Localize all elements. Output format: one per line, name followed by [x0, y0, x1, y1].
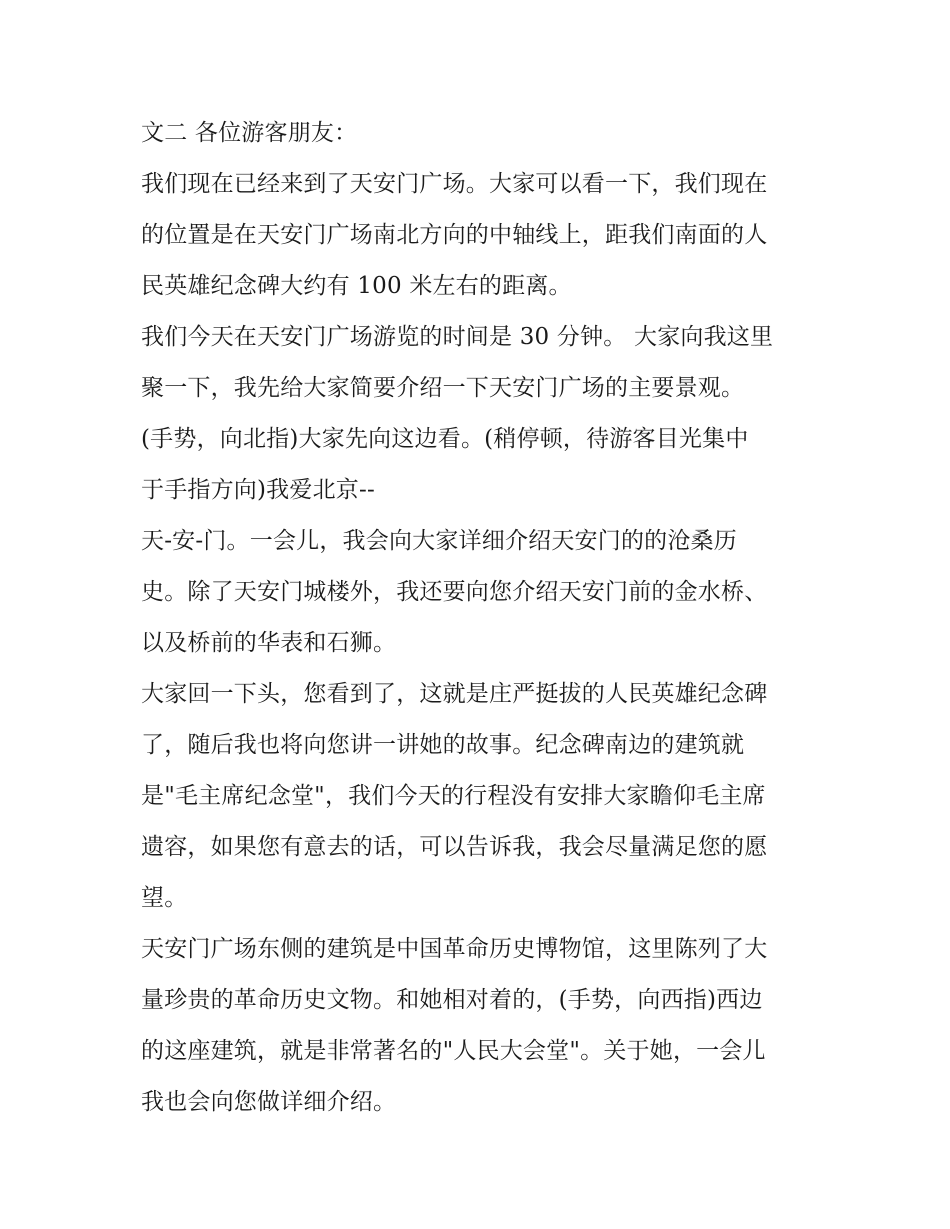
text-line: (手势，向北指)大家先向这边看。(稍停顿，待游客目光集中: [141, 426, 749, 452]
text-line: 文二 各位游客朋友：: [141, 120, 358, 146]
text-line: 大家回一下头，您看到了，这就是庄严挺拔的人民英雄纪念碑: [141, 681, 768, 707]
text-line: 史。除了天安门城楼外，我还要向您介绍天安门前的金水桥、: [141, 579, 768, 605]
text-line: 民英雄纪念碑大约有 100 米左右的距离。: [141, 273, 572, 299]
text-line: 望。: [141, 885, 188, 911]
text-line: 我们现在已经来到了天安门广场。大家可以看一下，我们现在: [141, 171, 768, 197]
text-line: 天安门广场东侧的建筑是中国革命历史博物馆，这里陈列了大: [141, 936, 768, 962]
text-line: 的这座建筑，就是非常著名的"人民大会堂"。关于她，一会儿: [141, 1038, 766, 1064]
document-body: [141, 108, 821, 1128]
text-line: 了，随后我也将向您讲一讲她的故事。纪念碑南边的建筑就: [141, 732, 745, 758]
text-line: 量珍贵的革命历史文物。和她相对着的，(手势，向西指)西边: [141, 987, 763, 1013]
text-line: 是"毛主席纪念堂"，我们今天的行程没有安排大家瞻仰毛主席: [141, 783, 766, 809]
text-line: 的位置是在天安门广场南北方向的中轴线上，距我们南面的人: [141, 222, 768, 248]
text-line: 于手指方向)我爱北京--: [141, 477, 375, 503]
text-line: 聚一下，我先给大家简要介绍一下天安门广场的主要景观。: [141, 375, 745, 401]
text-line: 天-安-门。一会儿，我会向大家详细介绍天安门的的沧桑历: [141, 528, 737, 554]
text-line: 我也会向您做详细介绍。: [141, 1089, 397, 1115]
text-line: 遗容，如果您有意去的话，可以告诉我，我会尽量满足您的愿: [141, 834, 768, 860]
text-line: 我们今天在天安门广场游览的时间是 30 分钟。 大家向我这里: [141, 324, 774, 350]
text-line: 以及桥前的华表和石狮。: [141, 630, 397, 656]
